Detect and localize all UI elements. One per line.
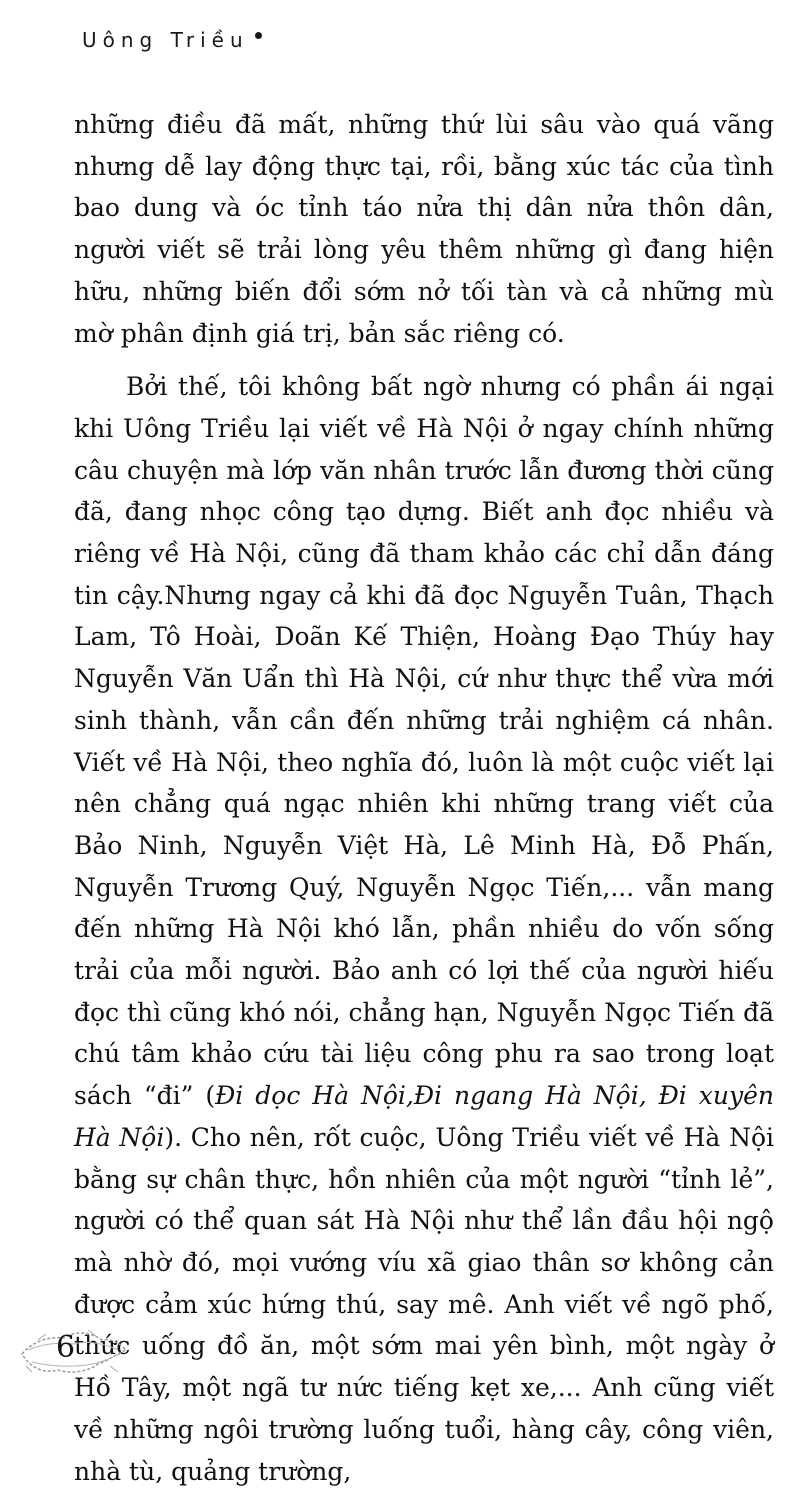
bullet-dot-icon <box>255 32 262 39</box>
running-title: Uông Triều <box>82 28 249 52</box>
page-body <box>74 104 774 1492</box>
running-header <box>82 28 262 52</box>
paragraph-2-text-a: Bởi thế, tôi không bất ngờ nhưng có phần ái ngại khi Uông Triều lại viết về Hà Nội ở ngay chính những câu chuyện mà lớp văn nhân trước lẫn đương thời cũng đã, đang nhọc công tạo dựng. Biết anh đọc nhiều và riêng về Hà Nội, cũng đã tham khảo các chỉ dẫn đáng tin cậy.Nhưng ngay cả khi đã đọc Nguyễn Tuân, Thạch Lam, Tô Hoài, Doãn Kế Thiện, Hoàng Đạo Thúy hay Nguyễn Văn Uẩn thì Hà Nội, cứ như thực thể vừa mới sinh thành, vẫn cần đến những trải nghiệm cá nhân. Viết về Hà Nội, theo nghĩa đó, luôn là một cuộc viết lại nên chẳng quá ngạc nhiên khi những trang viết của Bảo Ninh, Nguyễn Việt Hà, Lê Minh Hà, Đỗ Phấn, Nguyễn Trương Quý, Nguyễn Ngọc Tiến,... vẫn mang đến những Hà Nội khó lẫn, phần nhiều do vốn sống trải của mỗi người. Bảo anh có lợi thế của người hiếu đọc thì cũng khó nói, chẳng hạn, Nguyễn Ngọc Tiến đã chú tâm khảo cứu tài liệu công phu ra sao trong loạt sách “đi” ( <box>74 372 775 1111</box>
book-titles: Đi dọc Hà Nội,Đi ngang Hà Nội, Đi xuyên Hà Nội <box>74 1081 774 1152</box>
paragraph-1-text: những điều đã mất, những thứ lùi sâu vào quá vãng nhưng dễ lay động thực tại, rồi, bằng xúc tác của tình bao dung và óc tỉnh táo nửa thị dân nửa thôn dân, người viết sẽ trải lòng yêu thêm những gì đang hiện hữu, những biến đổi sớm nở tối tàn và cả những mù mờ phân định giá trị, bản sắc riêng có. <box>74 110 774 348</box>
paragraph-1 <box>74 104 774 354</box>
page-number: 6 <box>56 1330 76 1365</box>
paragraph-2-text-b: ). Cho nên, rốt cuộc, Uông Triều viết về Hà Nội bằng sự chân thực, hồn nhiên của một người “tỉnh lẻ”, người có thể quan sát Hà Nội như thể lần đầu hội ngộ mà nhờ đó, mọi vướng víu xã giao thân sơ không cản được cảm xúc hứng thú, say mê. Anh viết về ngõ phố, thức uống đồ ăn, một sớm mai yên bình, một ngày ở Hồ Tây, một ngã tư nức tiếng kẹt xe,... Anh cũng viết về những ngôi trường luống tuổi, hàng cây, công viên, nhà tù, quảng trường, <box>74 1122 774 1486</box>
paragraph-2 <box>74 366 774 1492</box>
page-footer <box>18 1320 128 1380</box>
